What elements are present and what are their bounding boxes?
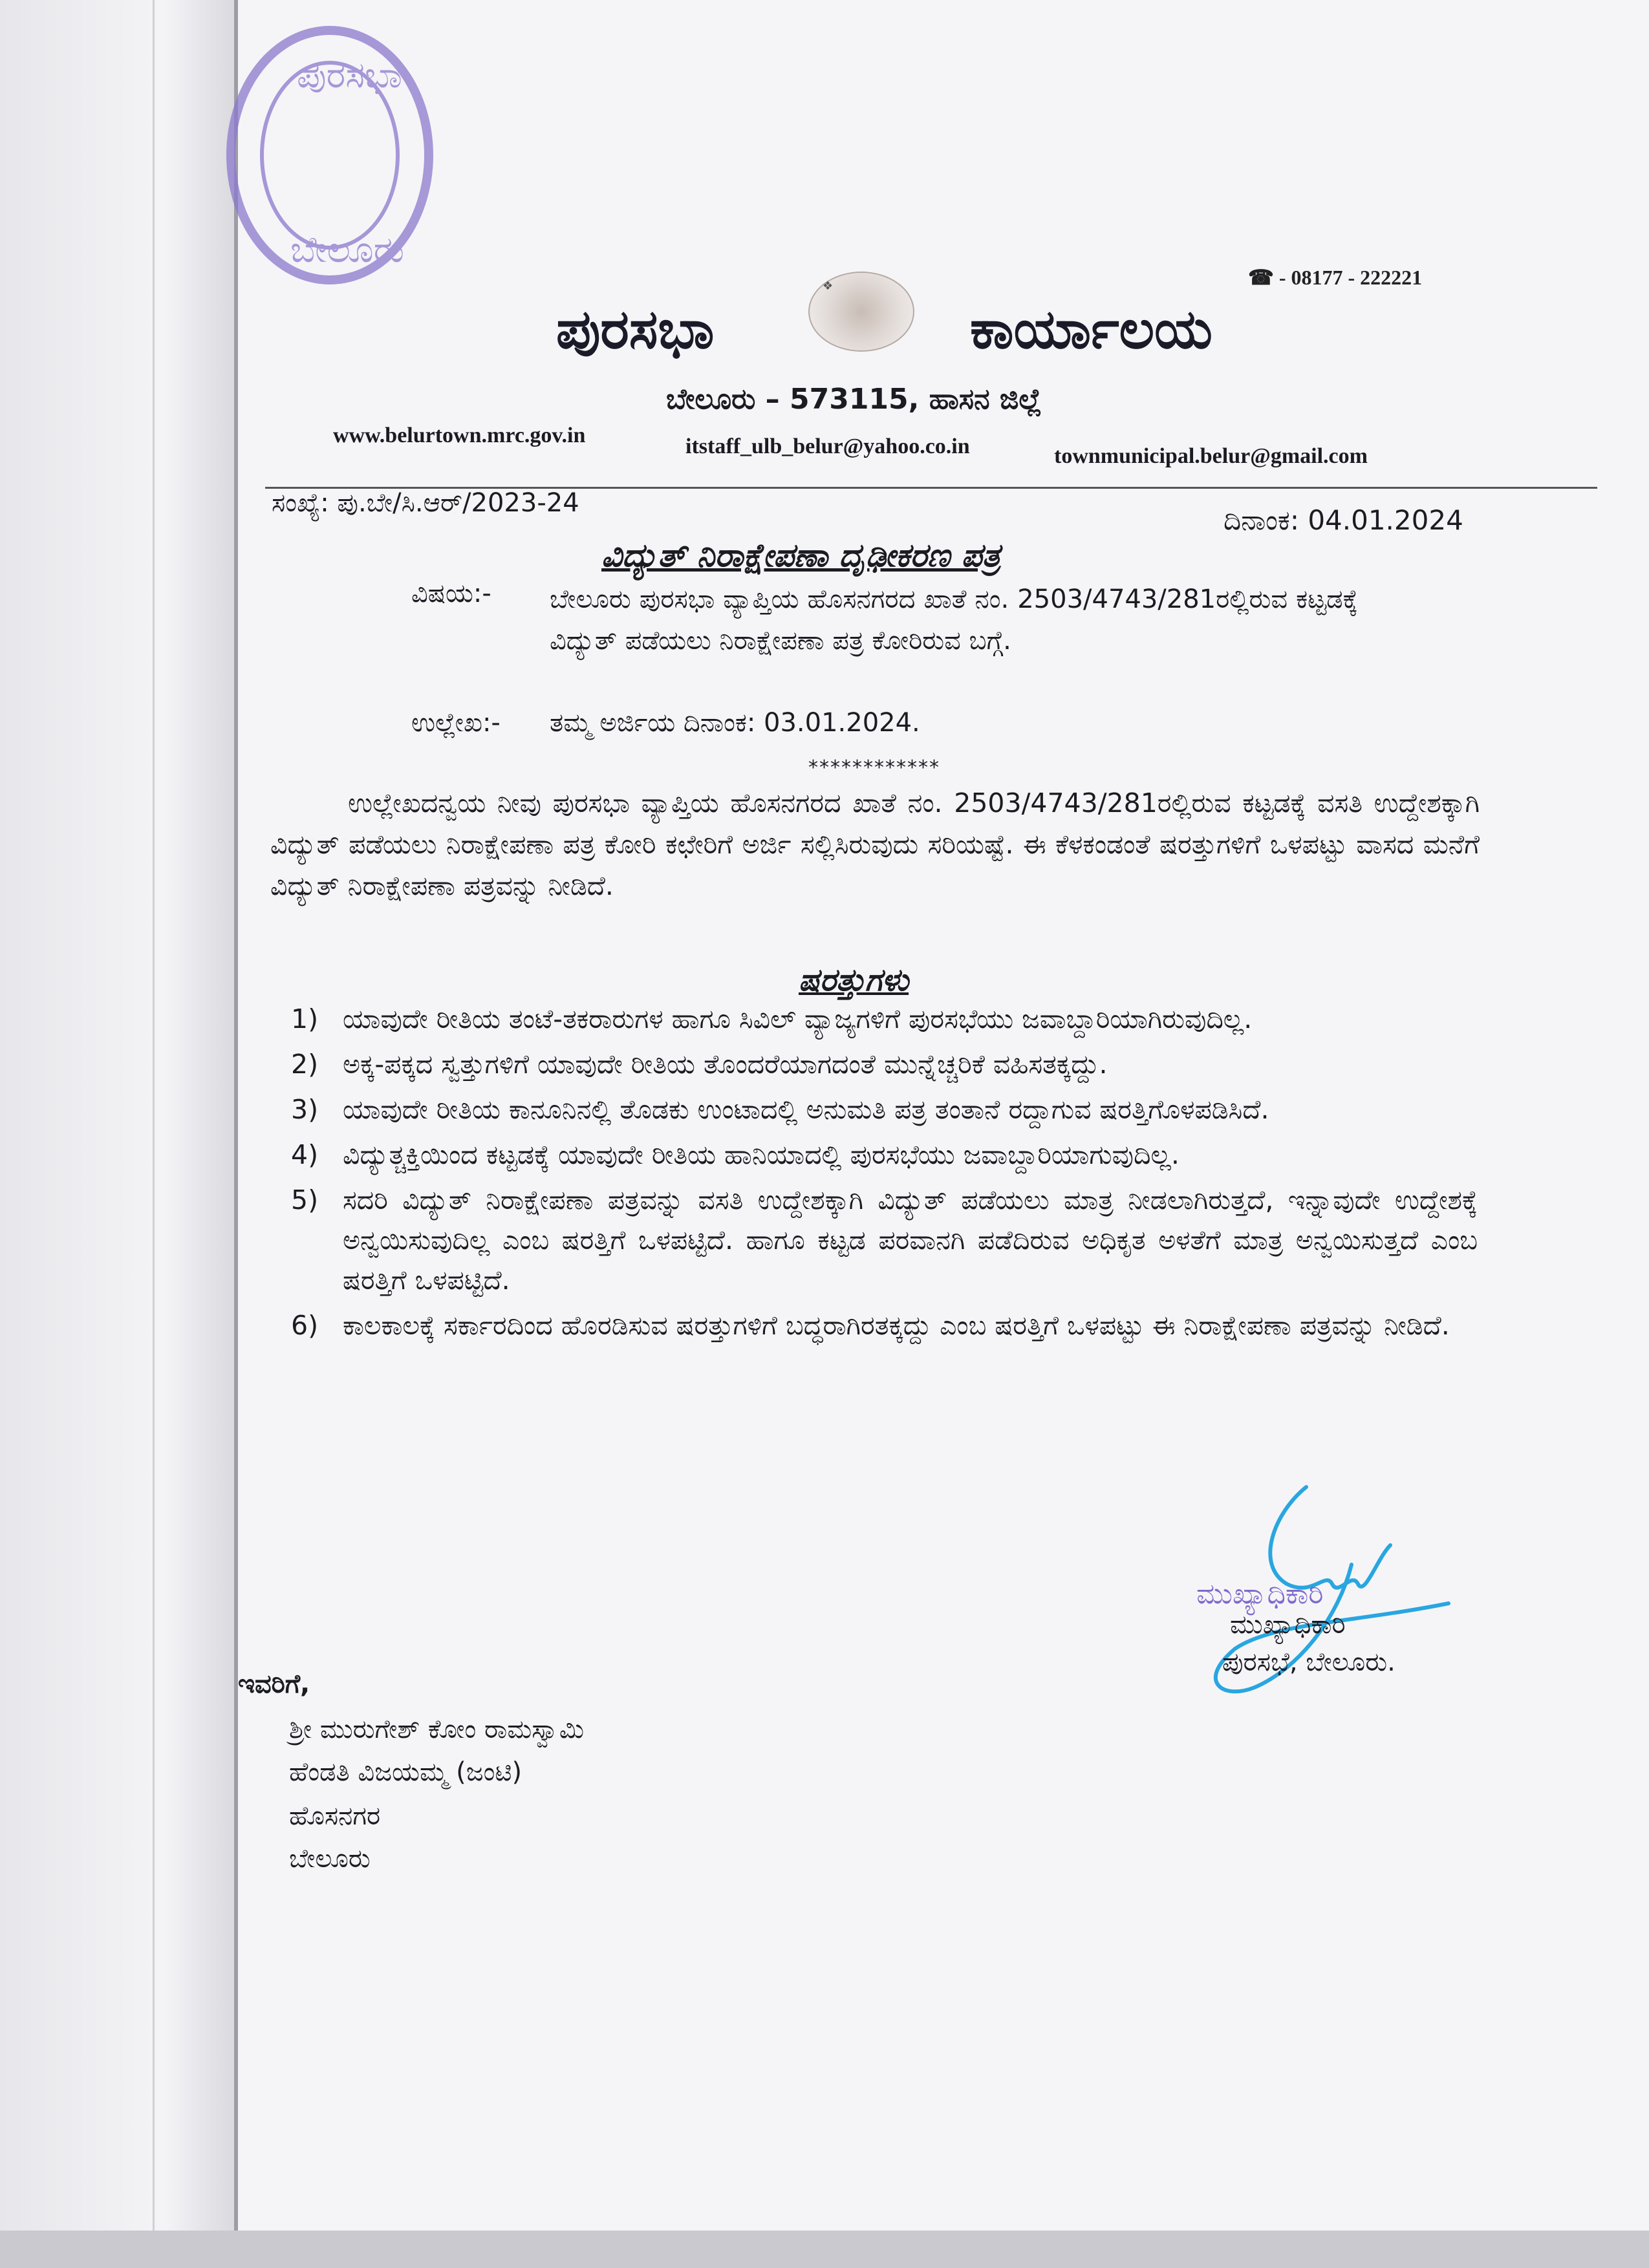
subject-text: ಬೇಲೂರು ಪುರಸಭಾ ವ್ಯಾಪ್ತಿಯ ಹೊಸನಗರದ ಖಾತೆ ನಂ. 2503/4743/281ರಲ್ಲಿರುವ ಕಟ್ಟಡಕ್ಕೆ ವಿದ್ಯುತ್ ಪಡೆಯಲು ನಿರಾಕ್ಷೇಪಣಾ ಪತ್ರ ಕೋರಿರುವ ಬಗ್ಗೆ. (550, 584, 1358, 656)
reference-number: ಸಂಖ್ಯೆ: ಪು.ಬೇ/ಸಿ.ಆರ್/2023-24 (272, 488, 579, 518)
letterhead-address: ಬೇಲೂರು – 573115, ಹಾಸನ ಜಿಲ್ಲೆ (666, 383, 1042, 416)
condition-item (285, 1044, 1478, 1084)
condition-number: 1) (291, 1003, 319, 1034)
reference-label: ಉಲ್ಲೇಖ:- (411, 708, 501, 738)
recipient-line: ಹೆಂಡತಿ ವಿಜಯಮ್ಮ (ಜಂಟಿ) (289, 1757, 523, 1787)
signatory-designation: ಮುಖ್ಯಾಧಿಕಾರಿ (1230, 1610, 1346, 1640)
condition-item (285, 1135, 1478, 1175)
condition-number: 6) (291, 1310, 319, 1341)
condition-number: 4) (291, 1139, 319, 1170)
recipient-line: ಶ್ರೀ ಮುರುಗೇಶ್ ಕೋಂ ರಾಮಸ್ವಾಮಿ (289, 1715, 585, 1744)
phone-number: ☎ - 08177 - 222221 (1248, 266, 1423, 289)
condition-text: ಕಾಲಕಾಲಕ್ಕೆ ಸರ್ಕಾರದಿಂದ ಹೊರಡಿಸುವ ಷರತ್ತುಗಳಿಗೆ ಬದ್ಧರಾಗಿರತಕ್ಕದ್ದು ಎಂಬ ಷರತ್ತಿಗೆ ಒಳಪಟ್ಟು ಈ ನಿರಾಕ್ಷೇಪಣಾ ಪತ್ರವನ್ನು ನೀಡಿದೆ. (343, 1310, 1450, 1341)
letter-date: ದಿನಾಂಕ: 04.01.2024 (1223, 504, 1463, 536)
condition-number: 2) (291, 1049, 319, 1080)
stamp-top-text: ಪುರಸಭಾ (297, 54, 402, 96)
condition-text: ಯಾವುದೇ ರೀತಿಯ ಕಾನೂನಿನಲ್ಲಿ ತೊಡಕು ಉಂಟಾದಲ್ಲಿ ಅನುಮತಿ ಪತ್ರ ತಂತಾನೆ ರದ್ದಾಗುವ ಷರತ್ತಿಗೊಳಪಡಿಸಿದೆ. (343, 1094, 1269, 1125)
letterhead-email-2: townmunicipal.belur@gmail.com (1054, 444, 1368, 468)
scan-bottom-band (0, 2231, 1649, 2268)
reference-text: ತಮ್ಮ ಅರ್ಜಿಯ ದಿನಾಂಕ: 03.01.2024. (550, 708, 920, 738)
condition-number: 5) (291, 1184, 319, 1215)
condition-item (285, 1305, 1478, 1345)
separator-stars: ************ (808, 756, 940, 779)
condition-number: 3) (291, 1094, 319, 1125)
signatory-office: ಪುರಸಭೆ, ಬೇಲೂರು. (1222, 1647, 1396, 1677)
conditions-list (285, 999, 1478, 1351)
office-round-stamp (226, 26, 433, 284)
conditions-heading: ಷರತ್ತುಗಳು (799, 962, 909, 998)
subject-label: ವಿಷಯ:- (411, 579, 491, 608)
letterhead-office-left: ಪುರಸಭಾ (556, 297, 715, 361)
document-title: ವಿದ್ಯುತ್ ನಿರಾಕ್ಷೇಪಣಾ ದೃಢೀಕರಣ ಪತ್ರ (601, 537, 1001, 574)
binder-margin (0, 0, 236, 2268)
condition-text: ಸದರಿ ವಿದ್ಯುತ್ ನಿರಾಕ್ಷೇಪಣಾ ಪತ್ರವನ್ನು ವಸತಿ ಉದ್ದೇಶಕ್ಕಾಗಿ ವಿದ್ಯುತ್ ಪಡೆಯಲು ಮಾತ್ರ ನೀಡಲಾಗಿರುತ್ತದೆ, ಇನ್ನಾವುದೇ ಉದ್ದೇಶಕ್ಕೆ ಅನ್ವಯಿಸುವುದಿಲ್ಲ ಎಂಬ ಷರತ್ತಿಗೆ ಒಳಪಟ್ಟಿದೆ. ಹಾಗೂ ಕಟ್ಟಡ ಪರವಾನಗಿ ಪಡೆದಿರುವ ಅಧಿಕೃತ ಅಳತೆಗೆ ಮಾತ್ರ ಅನ್ವಯಿಸುತ್ತದೆ ಎಂಬ ಷರತ್ತಿಗೆ ಒಳಪಟ್ಟಿದೆ. (343, 1184, 1478, 1296)
body-paragraph: ಉಲ್ಲೇಖದನ್ವಯ ನೀವು ಪುರಸಭಾ ವ್ಯಾಪ್ತಿಯ ಹೊಸನಗರದ ಖಾತೆ ನಂ. 2503/4743/281ರಲ್ಲಿರುವ ಕಟ್ಟಡಕ್ಕೆ ವಸತಿ ಉದ್ದೇಶಕ್ಕಾಗಿ ವಿದ್ಯುತ್ ಪಡೆಯಲು ನಿರಾಕ್ಷೇಪಣಾ ಪತ್ರ ಕೋರಿ ಕಛೇರಿಗೆ ಅರ್ಜಿ ಸಲ್ಲಿಸಿರುವುದು ಸರಿಯಷ್ಟೆ. ಈ ಕೆಳಕಂಡಂತೆ ಷರತ್ತುಗಳಿಗೆ ಒಳಪಟ್ಟು ವಾಸದ ಮನೆಗೆ ವಿದ್ಯುತ್ ನಿರಾಕ್ಷೇಪಣಾ ಪತ್ರವನ್ನು ನೀಡಿದೆ. (270, 787, 1480, 901)
condition-item (285, 1089, 1478, 1129)
recipient-heading: ಇವರಿಗೆ, (238, 1669, 310, 1699)
signature-stamp: ಮುಖ್ಯಾಧಿಕಾರಿ (1196, 1578, 1324, 1610)
letterhead-office-right: ಕಾರ್ಯಾಲಯ (970, 297, 1212, 361)
condition-item (285, 1180, 1478, 1300)
letterhead-email-1: itstaff_ulb_belur@yahoo.co.in (685, 434, 970, 458)
condition-text: ಯಾವುದೇ ರೀತಿಯ ತಂಟೆ-ತಕರಾರುಗಳ ಹಾಗೂ ಸಿವಿಲ್ ವ್ಯಾಜ್ಯಗಳಿಗೆ ಪುರಸಭೆಯು ಜವಾಬ್ದಾರಿಯಾಗಿರುವುದಿಲ್ಲ. (343, 1003, 1253, 1034)
recipient-line: ಬೇಲೂರು (289, 1844, 371, 1874)
stamp-bottom-text: ಬೇಲೂರು (290, 229, 405, 271)
condition-item (285, 999, 1478, 1039)
page-edge-inner (153, 0, 155, 2268)
condition-text: ವಿದ್ಯುತ್ಚಕ್ತಿಯಿಂದ ಕಟ್ಟಡಕ್ಕೆ ಯಾವುದೇ ರೀತಿಯ ಹಾನಿಯಾದಲ್ಲಿ ಪುರಸಭೆಯು ಜವಾಬ್ದಾರಿಯಾಗುವುದಿಲ್ಲ. (343, 1139, 1180, 1170)
municipal-seal-emblem: ❖ (808, 272, 914, 352)
recipient-line: ಹೊಸನಗರ (289, 1801, 381, 1831)
condition-text: ಅಕ್ಕ-ಪಕ್ಕದ ಸ್ವತ್ತುಗಳಿಗೆ ಯಾವುದೇ ರೀತಿಯ ತೊಂದರೆಯಾಗದಂತೆ ಮುನ್ನೆಚ್ಚರಿಕೆ ವಹಿಸತಕ್ಕದ್ದು. (343, 1049, 1108, 1080)
letterhead-website: www.belurtown.mrc.gov.in (333, 423, 586, 447)
